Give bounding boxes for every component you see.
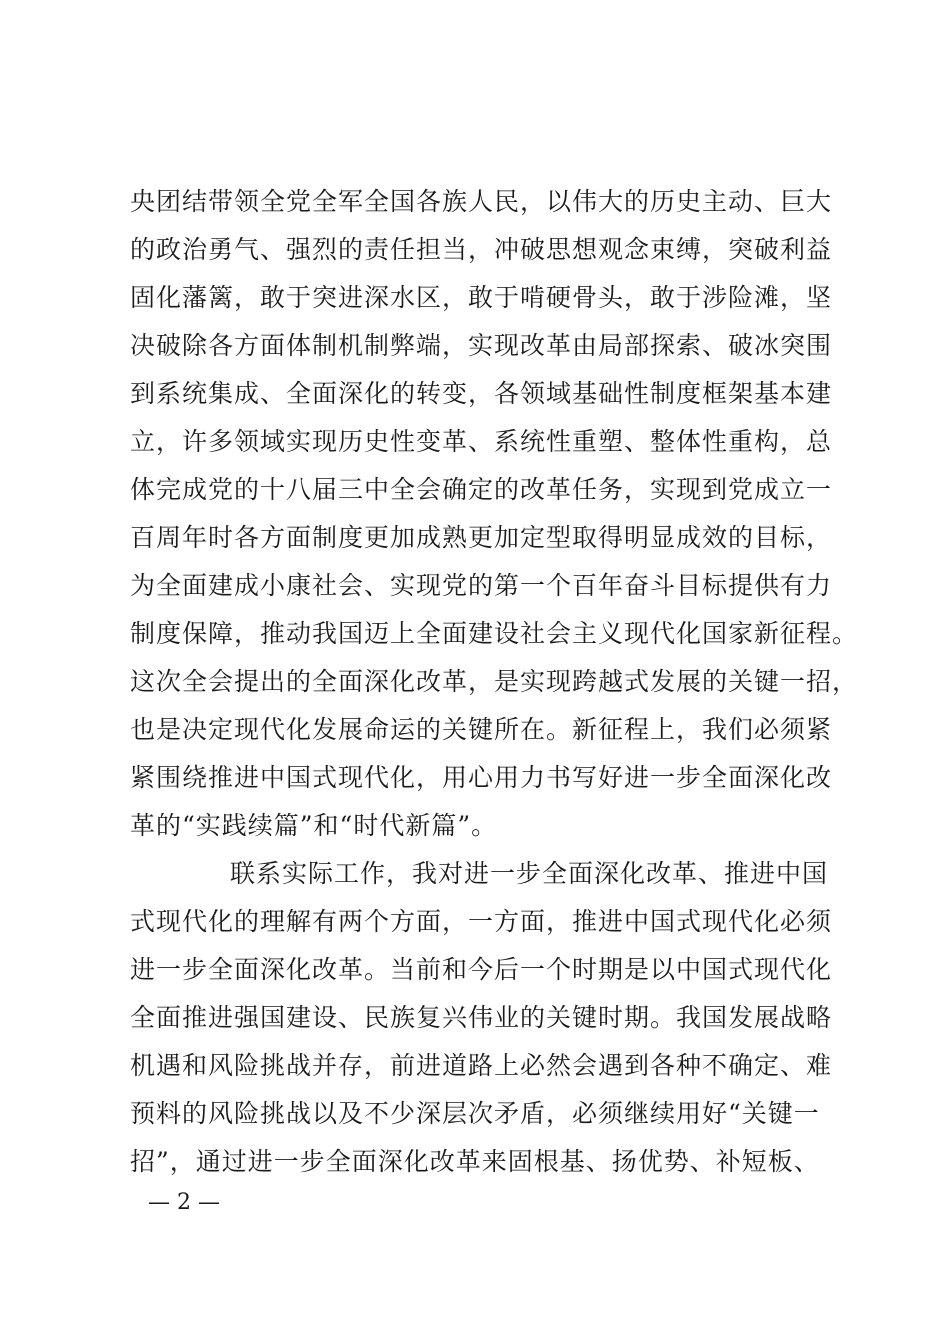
text-line: 体完成党的十八届三中全会确定的改革任务，实现到党成立一 bbox=[130, 475, 833, 504]
text-line: 招”，通过进一步全面深化改革来固根基、扬优势、补短板、 bbox=[130, 1147, 820, 1176]
text-line: 预料的风险挑战以及不少深层次矛盾，必须继续用好“关键一 bbox=[130, 1099, 820, 1128]
text-line: 立，许多领域实现历史性变革、系统性重塑、整体性重构，总 bbox=[130, 427, 833, 456]
text-line: 革的“实践续篇”和“时代新篇”。 bbox=[130, 811, 498, 840]
text-line: 也是决定现代化发展命运的关键所在。新征程上，我们必须紧 bbox=[130, 715, 833, 744]
text-line: 为全面建成小康社会、实现党的第一个百年奋斗目标提供有力 bbox=[130, 571, 833, 600]
text-line: 紧围绕推进中国式现代化，用心用力书写好进一步全面深化改 bbox=[130, 763, 833, 792]
text-line: 机遇和风险挑战并存，前进道路上必然会遇到各种不确定、难 bbox=[130, 1051, 833, 1080]
text-line: 这次全会提出的全面深化改革，是实现跨越式发展的关键一招， bbox=[130, 667, 859, 696]
text-line: 决破除各方面体制机制弊端，实现改革由局部探索、破冰突围 bbox=[130, 331, 833, 360]
text-line: 式现代化的理解有两个方面，一方面，推进中国式现代化必须 bbox=[130, 907, 833, 936]
text-line: 固化藩篱，敢于突进深水区，敢于啃硬骨头，敢于涉险滩，坚 bbox=[130, 283, 833, 312]
page-number: — 2 — bbox=[148, 1190, 220, 1215]
text-line: 进一步全面深化改革。当前和今后一个时期是以中国式现代化 bbox=[130, 955, 833, 984]
text-line: 的政治勇气、强烈的责任担当，冲破思想观念束缚，突破利益 bbox=[130, 235, 833, 264]
text-line: 到系统集成、全面深化的转变，各领域基础性制度框架基本建 bbox=[130, 379, 833, 408]
text-line: 制度保障，推动我国迈上全面建设社会主义现代化国家新征程。 bbox=[130, 619, 859, 648]
text-line: 全面推进强国建设、民族复兴伟业的关键时期。我国发展战略 bbox=[130, 1003, 833, 1032]
body-text bbox=[130, 178, 859, 1186]
paragraph-start-line: 联系实际工作，我对进一步全面深化改革、推进中国 bbox=[230, 859, 829, 888]
text-line: 百周年时各方面制度更加成熟更加定型取得明显成效的目标， bbox=[130, 523, 833, 552]
text-line: 央团结带领全党全军全国各族人民，以伟大的历史主动、巨大 bbox=[130, 187, 833, 216]
